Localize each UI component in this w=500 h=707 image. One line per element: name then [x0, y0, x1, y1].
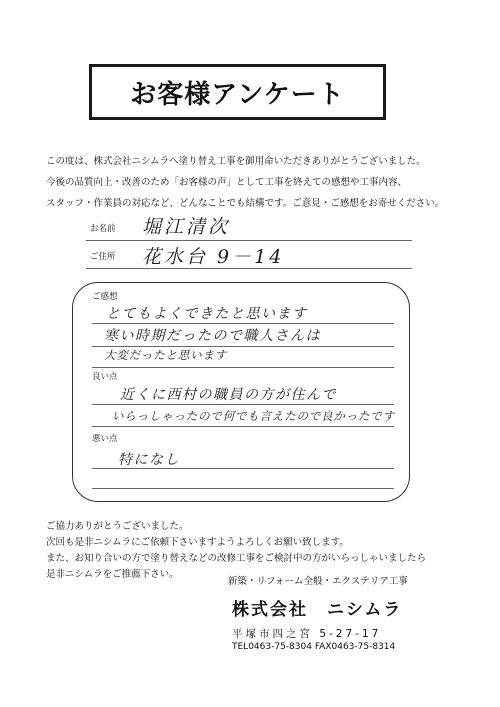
footer-line-4: 是非ニシムラをご推薦下さい。 [46, 569, 179, 580]
impressions-line-2: 寒い時期だったので職人さんは [104, 328, 321, 344]
bad-points-rule-1 [92, 468, 394, 469]
bad-points-rule-2 [92, 488, 394, 489]
footer-line-3: また、お知り合いの方で塗り替えなどの改修工事をご検討中の方がいらっしゃいましたら [46, 553, 427, 564]
address-value: 花水台 9－14 [142, 246, 285, 268]
impressions-line-1: とてもよくできたと思います [106, 306, 308, 322]
company-name: 株式会社 ニシムラ [232, 600, 403, 620]
name-underline [86, 240, 412, 241]
address-label: ご住所 [90, 252, 116, 262]
good-points-line-2: いらっしゃったので何でも言えたので良かったです [112, 409, 395, 423]
good-points-rule-2 [92, 426, 394, 427]
intro-line-1: この度は、株式会社ニシムラへ塗り替え工事を御用命いただきありがとうございました。 [46, 156, 426, 167]
bad-points-label: 悪い点 [92, 434, 118, 444]
good-points-label: 良い点 [92, 372, 118, 382]
address-underline [86, 268, 412, 269]
good-points-rule-1 [92, 404, 394, 405]
footer-line-2: 次回も是非ニシムラにご依頼下さいますようよろしくお願い致します。 [46, 537, 349, 548]
impressions-rule-3 [92, 367, 394, 368]
name-value: 堀江清次 [142, 216, 231, 238]
company-phone-fax: TEL0463-75-8304 FAX0463-75-8314 [232, 642, 396, 652]
company-tagline: 新築・リフォーム全般・エクステリア工事 [228, 576, 408, 587]
footer-line-1: ご協力ありがとうございました。 [46, 521, 189, 532]
bad-points-line-1: 特になし [118, 452, 180, 468]
title-box [89, 64, 386, 120]
intro-line-2: 今後の品質向上・改善のため「お客様の声」として工事を終えての感想や工事内容、 [46, 177, 408, 188]
impressions-rule-1 [92, 323, 394, 324]
company-address: 平塚市四之宮 5-27-17 [232, 628, 382, 640]
impressions-label: ご感想 [92, 292, 118, 302]
impressions-line-3: 大変だったと思います [104, 348, 227, 362]
page-title: お客様アンケート [130, 79, 345, 110]
intro-line-3: スタッフ・作業員の対応など、どんなことでも結構です。ご意見・ご感想をお寄せください。 [46, 198, 445, 209]
name-label: お名前 [90, 224, 116, 234]
good-points-line-1: 近くに西村の職員の方が住んで [120, 387, 337, 403]
